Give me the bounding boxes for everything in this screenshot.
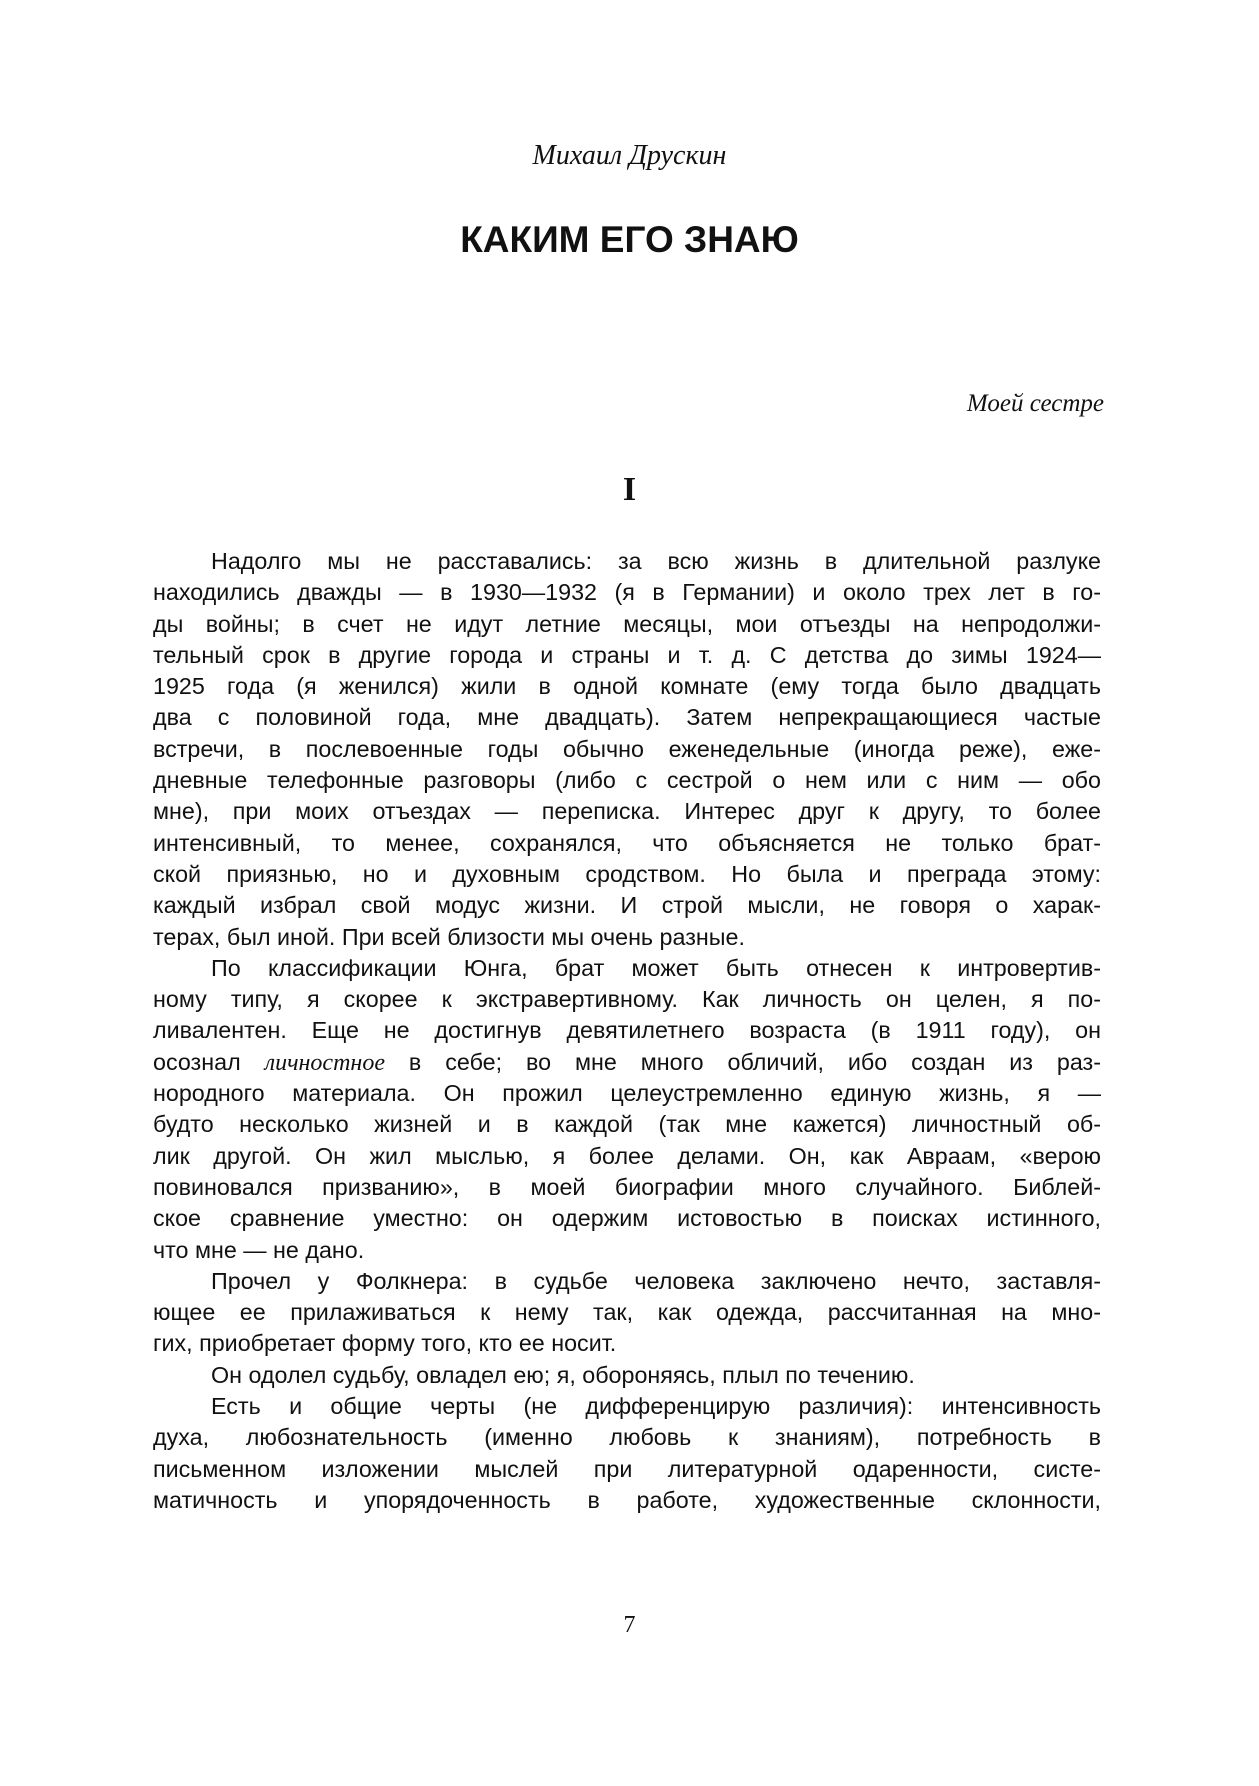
text-line: будто несколько жизней и в каждой (так мне кажется) личностный об- <box>153 1111 1101 1138</box>
text-line: духа, любознательность (именно любовь к знаниям), потребность в <box>153 1424 1101 1451</box>
text-fragment: в себе; во мне много обличий, ибо создан из раз- <box>408 1048 1101 1075</box>
text-line: нородного материала. Он прожил целеустремленно единую жизнь, я — <box>153 1080 1101 1107</box>
text-line: находились дважды — в 1930—1932 (я в Германии) и около трех лет в го- <box>153 579 1101 606</box>
text-line: Надолго мы не расставались: за всю жизнь в длительной разлуке <box>211 548 1101 574</box>
text-line: По классификации Юнга, брат может быть отнесен к интровертив- <box>211 954 1101 981</box>
chapter-number: I <box>622 471 637 508</box>
page-title: КАКИМ ЕГО ЗНАЮ <box>460 219 799 260</box>
text-line: повиновался призванию», в моей биографии много случайного. Библей- <box>153 1173 1101 1200</box>
text-line: 1925 года (я женился) жили в одной комнате (ему тогда было двадцать <box>153 673 1101 700</box>
text-fragment: осознал <box>153 1048 241 1075</box>
author-name: Михаил Друскин <box>532 140 727 171</box>
dedication: Моей сестре <box>966 390 1104 417</box>
italic-word: личностное <box>264 1049 385 1076</box>
text-line: ливалентен. Еще не достигнув девятилетнего возраста (в 1911 году), он <box>153 1017 1101 1044</box>
text-line: интенсивный, то менее, сохранялся, что объясняется не только брат- <box>153 829 1101 856</box>
text-line: ское сравнение уместно: он одержим истовостью в поисках истинного, <box>153 1205 1101 1232</box>
text-line: ды войны; в счет не идут летние месяцы, мои отъезды на непродолжи- <box>153 610 1101 637</box>
page-number: 7 <box>623 1612 636 1638</box>
text-line: Есть и общие черты (не дифференцирую различия): интенсивность <box>211 1393 1101 1420</box>
text-line: лик другой. Он жил мыслью, я более делами. Он, как Авраам, «верою <box>153 1142 1101 1169</box>
text-line: Он одолел судьбу, овладел ею; я, обороняясь, плыл по течению. <box>211 1361 915 1388</box>
body-text <box>153 546 1101 1516</box>
text-line: что мне — не дано. <box>153 1236 365 1263</box>
text-line: Прочел у Фолкнера: в судьбе человека заключено нечто, заставля- <box>211 1267 1101 1294</box>
text-line: письменном изложении мыслей при литературной одаренности, систе- <box>153 1455 1101 1482</box>
text-line: матичность и упорядоченность в работе, художественные склонности, <box>153 1486 1101 1513</box>
text-line: ющее ее прилаживаться к нему так, как одежда, рассчитанная на мно- <box>153 1299 1101 1326</box>
text-line: мне), при моих отъездах — переписка. Интерес друг к другу, то более <box>153 798 1101 825</box>
text-line: тельный срок в другие города и страны и т. д. С детства до зимы 1924— <box>153 641 1101 668</box>
text-line-with-italic <box>153 1047 1101 1078</box>
text-line: ному типу, я скорее к экстравертивному. Как личность он целен, я по- <box>153 986 1101 1013</box>
text-line: терах, был иной. При всей близости мы очень разные. <box>153 923 745 950</box>
text-line: каждый избрал свой модус жизни. И строй мысли, не говоря о харак- <box>153 892 1101 919</box>
text-line: встречи, в послевоенные годы обычно еженедельные (иногда реже), еже- <box>153 735 1101 762</box>
text-line: гих, приобретает форму того, кто ее носит. <box>153 1330 617 1357</box>
text-line: ской приязнью, но и духовным сродством. Но была и преграда этому: <box>153 860 1101 887</box>
text-line: дневные телефонные разговоры (либо с сестрой о нем или с ним — обо <box>153 767 1101 794</box>
text-line: два с половиной года, мне двадцать). Затем непрекращающиеся частые <box>153 704 1101 731</box>
